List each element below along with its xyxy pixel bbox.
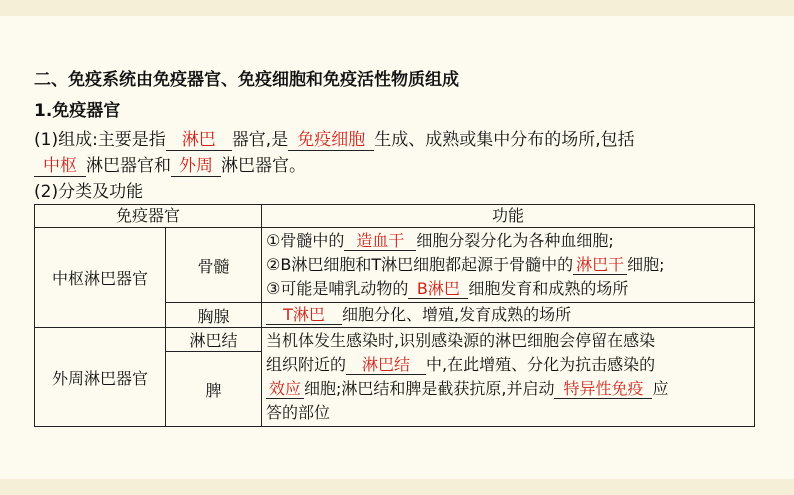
peripheral-function: 当机体发生感染时,识别感染源的淋巴细胞会停留在感染 组织附近的 淋巴结 中,在此增殖、分化为抗击感染的 效应 细胞;淋巴结和脾是截获抗原,并启动 特异性免疫 应 答的部位 — [262, 328, 755, 427]
bone-marrow-cell: 骨髓 — [166, 228, 262, 303]
central-organ-cell: 中枢淋巴器官 — [35, 228, 166, 328]
table-header-row — [35, 205, 755, 228]
bottom-decoration-bar — [0, 479, 794, 495]
subsection-heading: 1.免疫器官 — [34, 101, 121, 121]
header-function: 功能 — [262, 205, 755, 228]
top-decoration-bar — [0, 0, 794, 16]
answer-blank: 外周 — [171, 156, 221, 177]
answer-blank: 淋巴 — [166, 130, 232, 151]
classification-label: (2)分类及功能 — [34, 182, 144, 202]
document-body — [34, 68, 774, 427]
section-heading: 二、免疫系统由免疫器官、免疫细胞和免疫活性物质组成 — [34, 70, 459, 90]
thymus-function: T淋巴 细胞分化、增殖,发育成熟的场所 — [262, 303, 755, 328]
thymus-cell: 胸腺 — [166, 303, 262, 328]
table-row — [35, 228, 755, 303]
spleen-cell: 脾 — [166, 352, 262, 427]
composition-paragraph: (1)组成:主要是指 淋巴 器官,是 免疫细胞 生成、成熟或集中分布的场所,包括 中枢 淋巴器官和 外周 淋巴器官。 — [34, 130, 635, 176]
header-organ: 免疫器官 — [35, 205, 262, 228]
bone-marrow-function: ①骨髓中的 造血干 细胞分裂分化为各种血细胞; ②B淋巴细胞和T淋巴细胞都起源于骨髓中的 淋巴干 细胞; ③可能是哺乳动物的 B淋巴 细胞发育和成熟的场所 — [262, 228, 755, 303]
answer-blank: 中枢 — [34, 156, 86, 177]
peripheral-organ-cell: 外周淋巴器官 — [35, 328, 166, 427]
lymph-node-cell: 淋巴结 — [166, 328, 262, 352]
answer-blank: 免疫细胞 — [288, 130, 374, 151]
organ-table — [34, 204, 755, 427]
table-row — [35, 328, 755, 352]
